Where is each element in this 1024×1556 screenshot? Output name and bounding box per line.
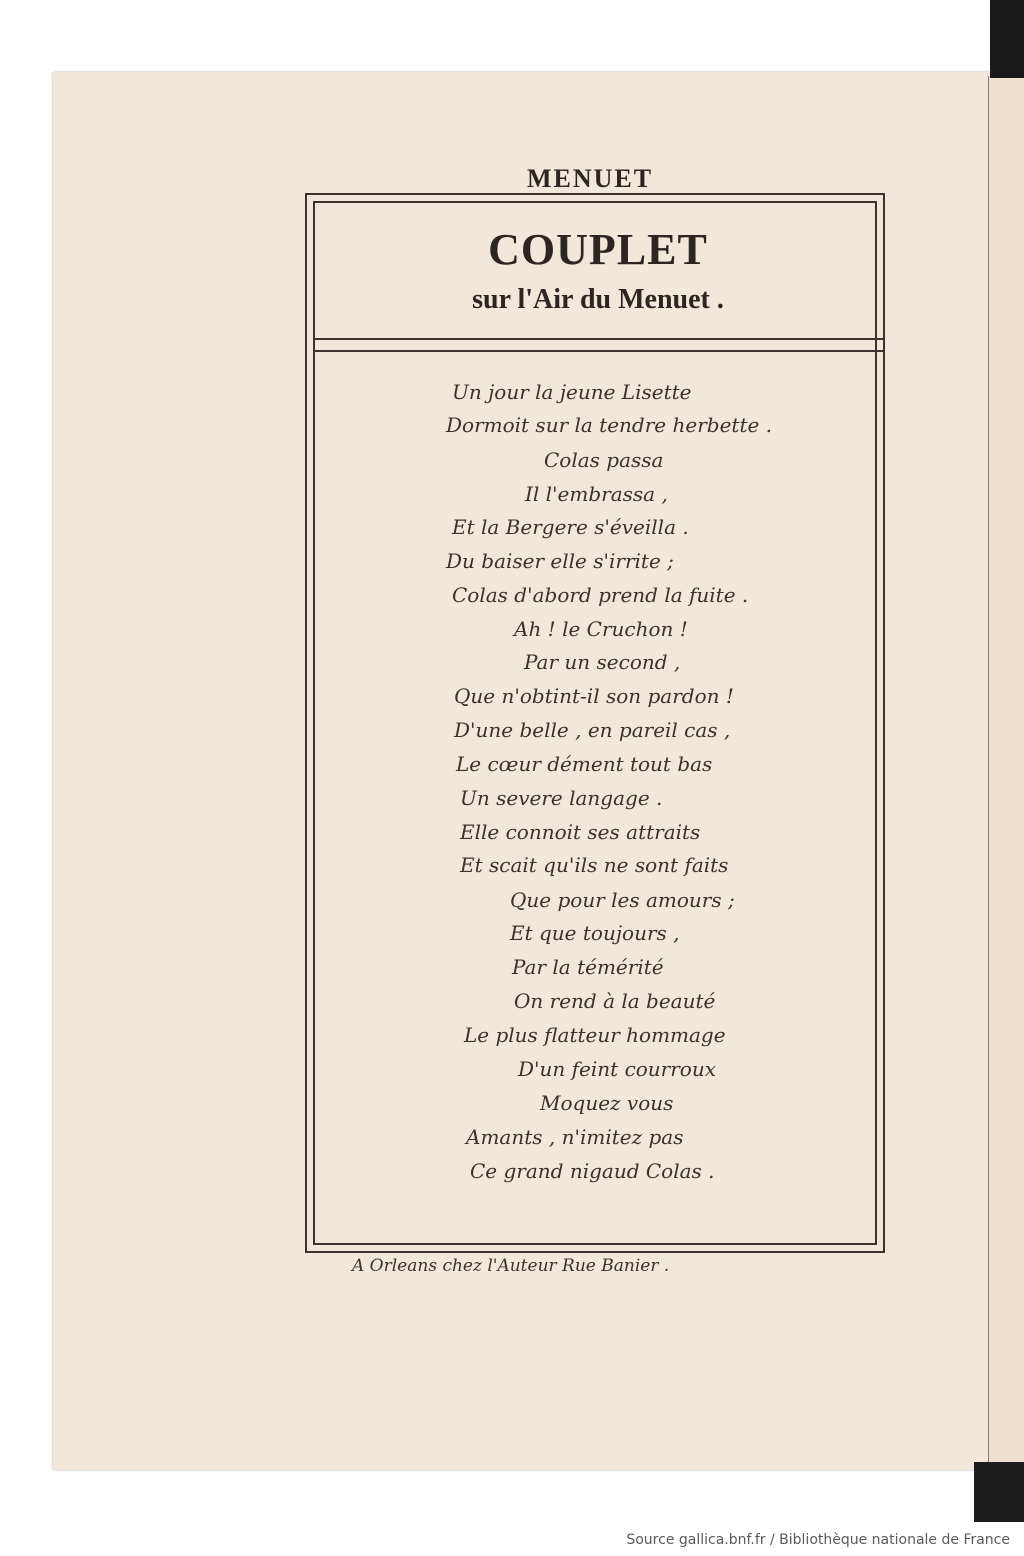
verse-line: Par la témérité [512,955,664,979]
verse-line: Amants , n'imitez pas [466,1125,684,1149]
verse-line: D'un feint courroux [518,1057,717,1081]
binding-strip-bottom [974,1462,1024,1522]
verse-line: Et que toujours , [510,921,680,945]
adjacent-page-edge [988,76,1024,1476]
verse-line: Que n'obtint-il son pardon ! [454,684,734,708]
verse-line: Du baiser elle s'irrite ; [446,549,674,573]
verse-line: Ah ! le Cruchon ! [514,617,688,641]
verse-line: On rend à la beauté [514,989,716,1013]
verse-line: Et scait qu'ils ne sont faits [460,853,729,877]
verse-line: Dormoit sur la tendre herbette . [446,413,773,437]
couplet-title: COUPLET [488,225,708,274]
verse-line: D'une belle , en pareil cas , [454,718,731,742]
title-divider-rule [313,350,883,352]
verse-line: Le cœur dément tout bas [456,752,713,776]
binding-strip-top [990,0,1024,78]
verse-line: Colas passa [544,448,664,472]
verse-line: Elle connoit ses attraits [460,820,701,844]
title-divider-rule [313,338,883,340]
verse-line: Il l'embrassa , [525,482,668,506]
verse-line: Colas d'abord prend la fuite . [452,583,749,607]
page-header-title: MENUET [526,164,654,193]
verse-line: Que pour les amours ; [510,888,735,912]
publisher-imprint: A Orleans chez l'Auteur Rue Banier . [352,1256,670,1276]
couplet-subtitle: sur l'Air du Menuet . [472,284,724,315]
verse-line: Un severe langage . [460,786,663,810]
verse-line: Par un second , [524,650,681,674]
verse-line: Le plus flatteur hommage [464,1023,726,1047]
verse-line: Ce grand nigaud Colas . [470,1159,715,1183]
verse-line: Un jour la jeune Lisette [452,380,692,404]
source-credit: Source gallica.bnf.fr / Bibliothèque nationale de France [626,1532,1010,1548]
verse-line: Moquez vous [540,1091,674,1115]
verse-line: Et la Bergere s'éveilla . [452,515,689,539]
